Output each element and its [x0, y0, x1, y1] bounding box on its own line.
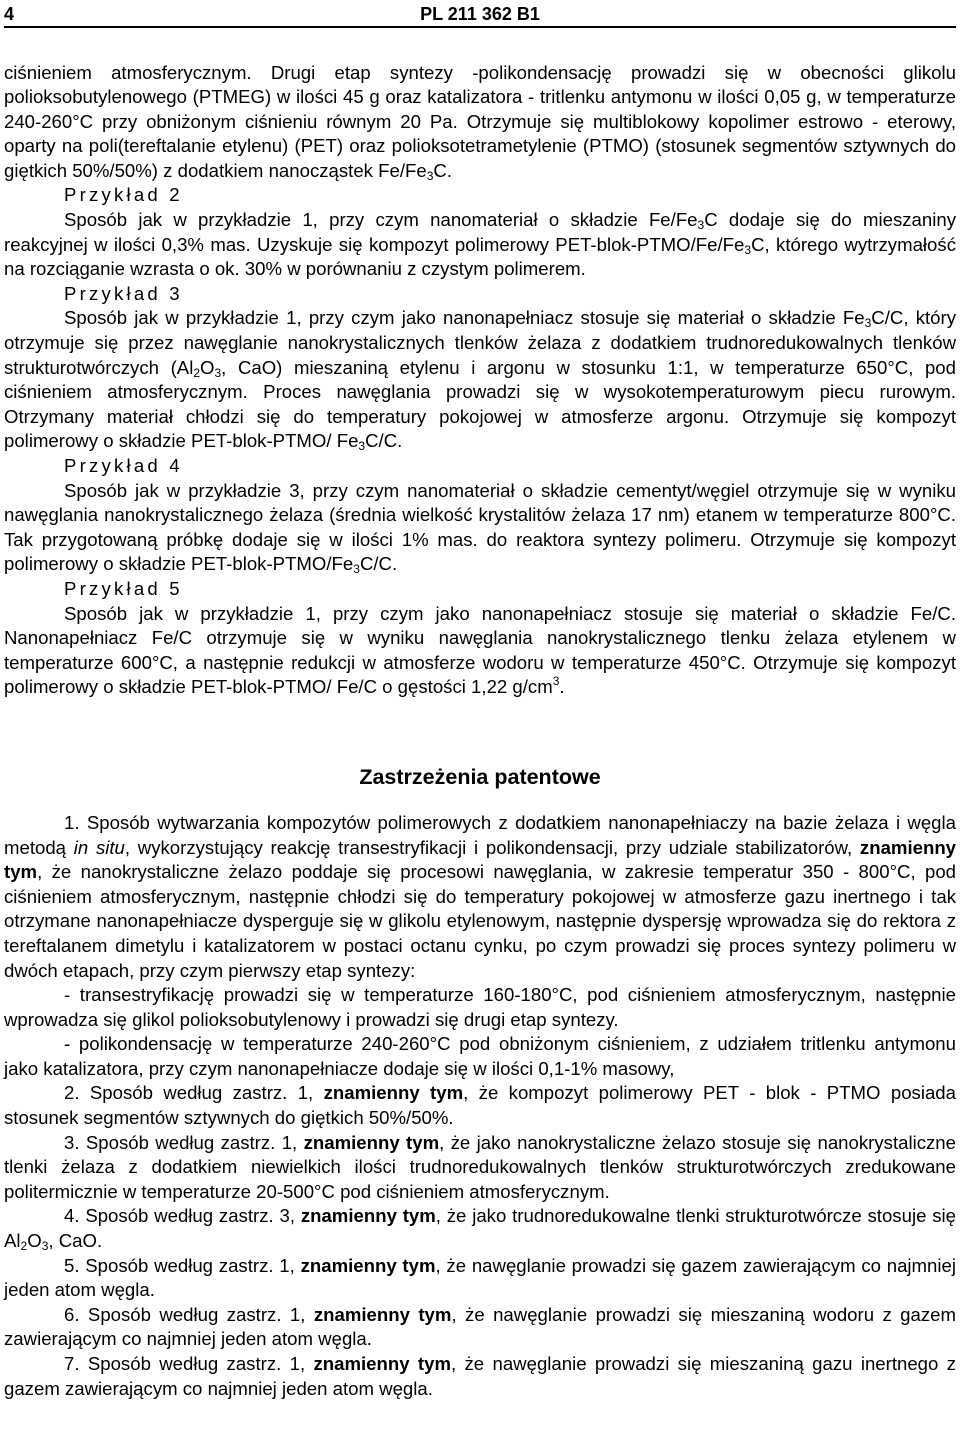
continuation-paragraph: ciśnieniem atmosferycznym. Drugi etap syntezy -polikondensację prowadzi się w obecności glikolu polioksobutylenowego (PTMEG) w ilości 45 g oraz katalizatora - tritlenku antymonu w ilości 0,05 g, w temperaturze 240-260°C przy obniżonym ciśnieniu równym 20 Pa. Otrzymuje się multiblokowy kopolimer estrowo - eterowy, oparty na poli(tereftalanie etylenu) (PET) oraz polioksotetrametylenie (PTMO) (stosunek segmentów sztywnych do giętkich 50%/50%) z dodatkiem nanocząstek $Fe/Fe_3C$. — [4, 61, 956, 183]
claim-1-step-2: - polikondensację w temperaturze 240-260°C pod obniżonym ciśnieniem, z udziałem tritlenku antymonu jako katalizatora, przy czym nanonapełniacze dodaje się w ilości 0,1-1% masowy, — [4, 1033, 956, 1079]
example-4-text: Sposób jak w przykładzie 3, przy czym nanomateriał o składzie cementyt/węgiel otrzymuje się w wyniku nawęglania nanokrystalicznego żelaza (średnia wielkość krystalitów żelaza 17 nm) etanem w temperaturze 800°C. Tak przygotowaną próbkę dodaje się w ilości 1% mas. do reaktora syntezy polimeru. Otrzymuje się kompozyt polimerowy o składzie PET-$blok-PTMO/Fe_3C/C$. — [4, 479, 956, 577]
example-5-heading: Przykład 5 — [64, 577, 183, 599]
claims-title: Zastrzeżenia patentowe — [359, 764, 601, 789]
example-5-text: Sposób jak w przykładzie 1, przy czym jako nanonapełniacz stosuje się materiał o składzie Fe/C. Nanonapełniacz Fe/C otrzymuje się w wyniku nawęglania nanokrystalicznego tlenku żelaza etylenem w temperaturze 600°C, a następnie redukcji w atmosferze wodoru w temperaturze 450°C. Otrzymuje się kompozyt polimerowy o składzie PET-blok-PTMO/ Fe/C o gęstości 1,22 $g/cm^3$. — [4, 602, 956, 698]
example-3-text: Sposób jak w przykładzie 1, przy czym jako nanonapełniacz stosuje się materiał o składzie $Fe_3C/C$, który otrzymuje się przez nawęglanie nanokrystalicznych tlenków żelaza z dodatkiem trudnoredukowalnych tlenków strukturotwórczych ($Al_2O_3$, CaO) mieszaniną etylenu i argonu w stosunku 1:1, w temperaturze 650°C, pod ciśnieniem atmosferycznym. Proces nawęglania prowadzi się w wysokotemperaturowym piecu rurowym. Otrzymany materiał chłodzi się do temperatury pokojowej w atmosferze argonu. Otrzymuje się kompozyt polimerowy o składzie PET-blok-PTMO/ $Fe_3C/C$. — [4, 307, 956, 454]
claim-1: 1. Sposób wytwarzania kompozytów polimerowych z dodatkiem nanonapełniaczy na bazie żelaza i węgla metodą in situ, wykorzystujący reakcję transestryfikacji i polikondensacji, przy udziale stabilizatorów, znamienny tym, że nanokrystaliczne żelazo poddaje się procesowi nawęglania, w zakresie temperatur 350 - 800°C, pod ciśnieniem atmosferycznym, następnie chłodzi się do temperatury pokojowej w atmosferze gazu inertnego i tak otrzymane nanonapełniacze dysperguje się w glikolu etylenowym, następnie dyspersję wprowadza się do rektora z tereftalanem dimetylu i katalizatorem w postaci octanu cynku, po czym prowadzi się proces syntezy polimeru w dwóch etapach, przy czym pierwszy etap syntezy: — [4, 811, 957, 981]
claim-4: 4. Sposób według zastrz. 3, znamienny tym, że jako trudnoredukowalne tlenki strukturotwórcze stosuje się $Al_2O_3$, CaO. — [4, 1205, 956, 1254]
page-header — [4, 2, 956, 26]
example-2-heading: Przykład 2 — [64, 184, 183, 206]
example-2-text: Sposób jak w przykładzie 1, przy czym nanomateriał o składzie $Fe/Fe_3C$ dodaje się do mieszaniny reakcyjnej w ilości 0,3% mas. Uzyskuje się kompozyt polimerowy PET-$blok-PTMO/Fe/Fe_3C$, którego wytrzymałość na rozciąganie wzrasta o ok. 30% w porównaniu z czystym polimerem. — [4, 209, 957, 280]
page-number: 4 — [4, 4, 15, 24]
claim-6: 6. Sposób według zastrz. 1, znamienny tym, że nawęglanie prowadzi się mieszaniną wodoru z gazem zawierającym co najmniej jeden atom węgla. — [4, 1303, 956, 1350]
claim-1-step-1: - transestryfikację prowadzi się w temperaturze 160-180°C, pod ciśnieniem atmosferycznym, następnie wprowadza się glikol polioksobutylenowy i prowadzi się drugi etap syntezy. — [4, 984, 956, 1030]
claim-2: 2. Sposób według zastrz. 1, znamienny tym, że kompozyt polimerowy PET - blok - PTMO posiada stosunek segmentów sztywnych do giętkich 50%/50%. — [4, 1082, 956, 1129]
claim-5: 5. Sposób według zastrz. 1, znamienny tym, że nawęglanie prowadzi się gazem zawierającym co najmniej jeden atom węgla. — [4, 1254, 956, 1301]
claim-7: 7. Sposób według zastrz. 1, znamienny tym, że nawęglanie prowadzi się mieszaniną gazu inertnego z gazem zawierającym co najmniej jeden atom węgla. — [4, 1353, 957, 1399]
example-3-heading: Przykład 3 — [64, 282, 183, 304]
patent-number: PL 211 362 B1 — [420, 4, 540, 24]
claim-3: 3. Sposób według zastrz. 1, znamienny tym, że jako nanokrystaliczne żelazo stosuje się nanokrystaliczne tlenki żelaza z dodatkiem niewielkich ilości trudnoredukowalnych tlenków strukturotwórczych zredukowane politermicznie w temperaturze 20-500°C pod ciśnieniem atmosferycznym. — [4, 1131, 956, 1202]
example-4-heading: Przykład 4 — [64, 455, 183, 476]
